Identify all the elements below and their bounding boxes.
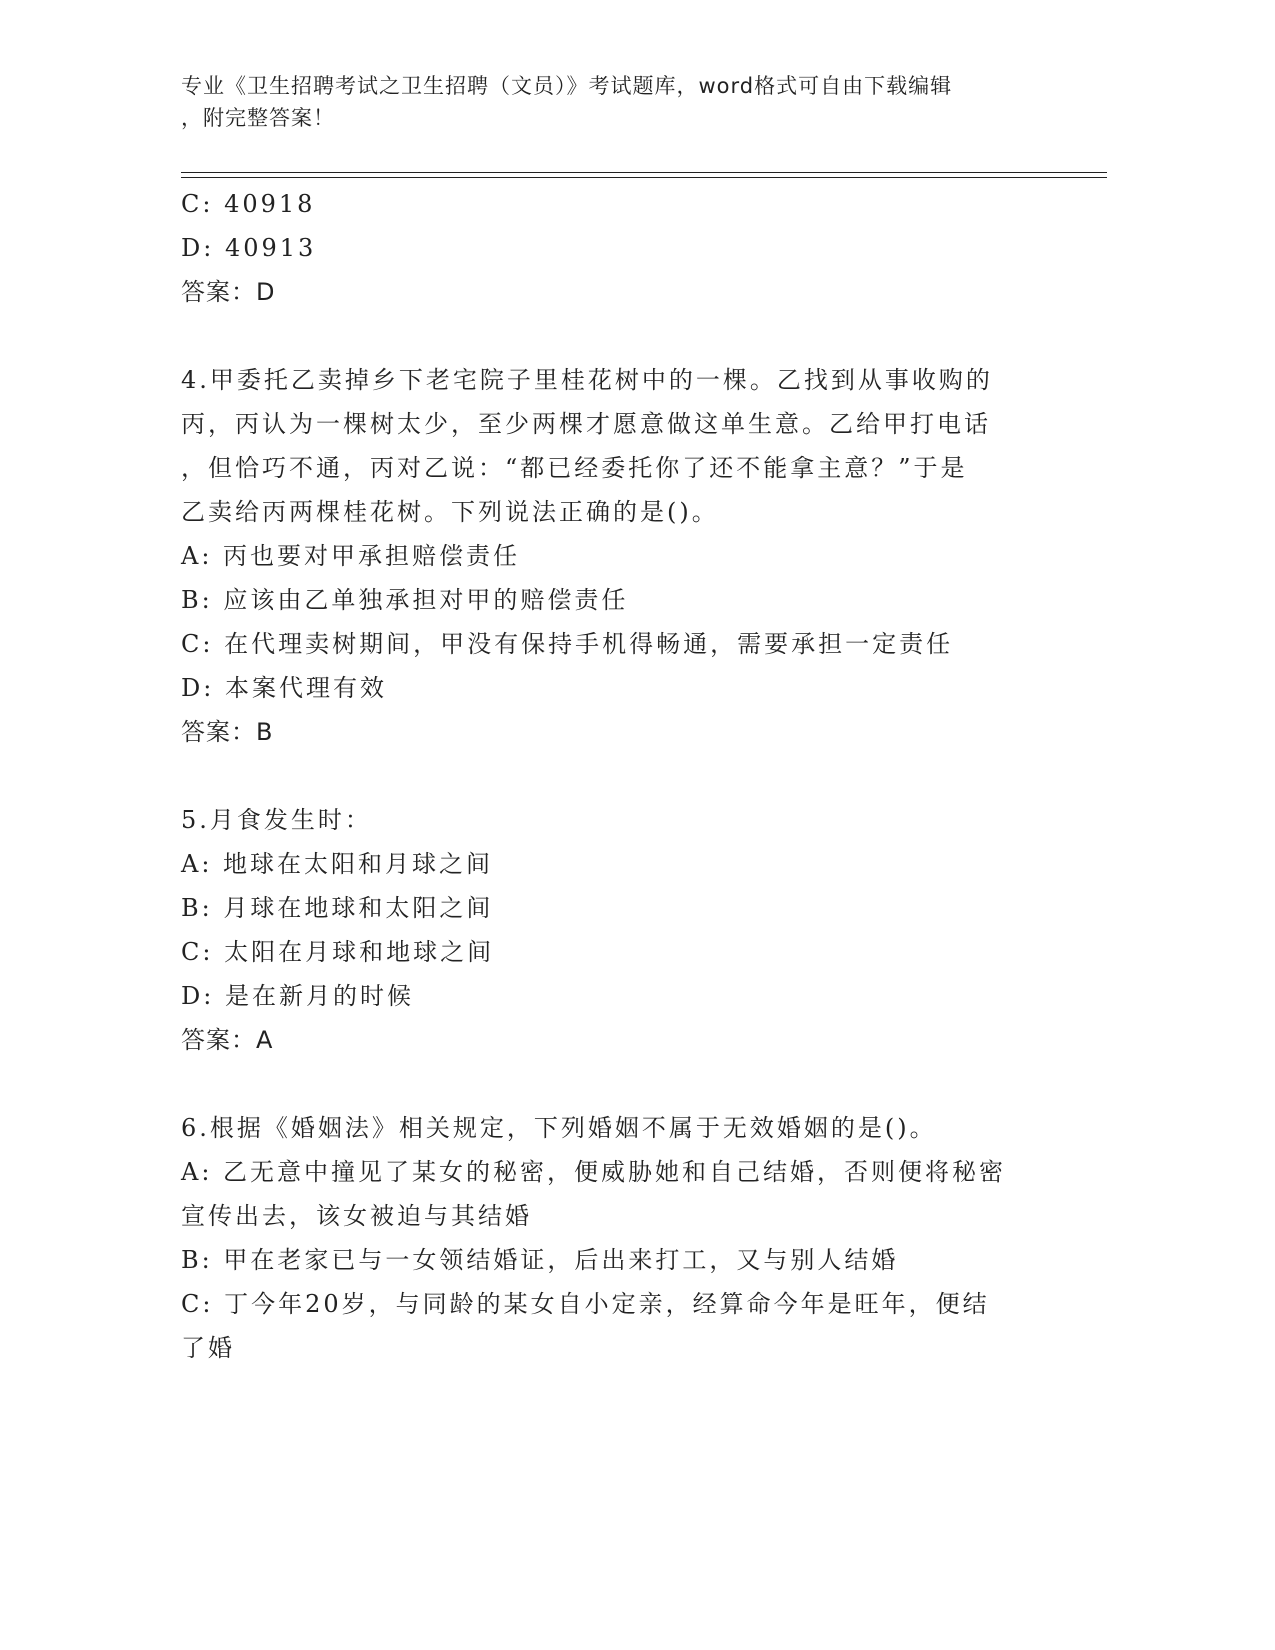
page-header [181, 70, 1041, 134]
q4-option-a: A: 丙也要对甲承担赔偿责任 [181, 542, 521, 570]
q6-option-a-line: 宣传出去，该女被迫与其结婚 [181, 1202, 532, 1230]
q4-option-d: D: 本案代理有效 [181, 674, 387, 702]
spacer [181, 314, 1061, 358]
q6-option-b: B: 甲在老家已与一女领结婚证，后出来打工，又与别人结婚 [181, 1246, 899, 1274]
question-4 [181, 358, 1061, 754]
q5-option-d: D: 是在新月的时候 [181, 982, 414, 1010]
header-divider-top [181, 172, 1107, 173]
q4-stem-line: ，但恰巧不通，丙对乙说：“都已经委托你了还不能拿主意？”于是 [181, 454, 968, 482]
q6-stem: 6.根据《婚姻法》相关规定，下列婚姻不属于无效婚姻的是()。 [181, 1114, 937, 1142]
q4-answer: 答案：B [181, 718, 274, 746]
question-3 [181, 182, 1061, 314]
header-divider-bottom [181, 177, 1107, 178]
question-6 [181, 1106, 1061, 1370]
q6-option-a-line: A: 乙无意中撞见了某女的秘密，便威胁她和自己结婚，否则便将秘密 [181, 1158, 1007, 1186]
q3-option-d: D: 40913 [181, 234, 317, 262]
q4-option-c: C: 在代理卖树期间，甲没有保持手机得畅通，需要承担一定责任 [181, 630, 954, 658]
q3-option-c: C: 40918 [181, 190, 316, 218]
header-line-2: ，附完整答案！ [181, 106, 335, 130]
question-5 [181, 798, 1061, 1062]
q5-option-b: B: 月球在地球和太阳之间 [181, 894, 494, 922]
spacer [181, 754, 1061, 798]
question-list [181, 182, 1061, 1370]
q4-stem-line: 4.甲委托乙卖掉乡下老宅院子里桂花树中的一棵。乙找到从事收购的 [181, 366, 993, 394]
q3-answer: 答案：D [181, 278, 276, 306]
q5-stem: 5.月食发生时： [181, 806, 372, 834]
q5-answer: 答案：A [181, 1026, 274, 1054]
q5-option-c: C: 太阳在月球和地球之间 [181, 938, 495, 966]
header-line-1: 专业《卫生招聘考试之卫生招聘（文员）》考试题库，word格式可自由下载编辑 [181, 74, 953, 98]
q4-option-b: B: 应该由乙单独承担对甲的赔偿责任 [181, 586, 629, 614]
spacer [181, 1062, 1061, 1106]
q4-stem-line: 丙，丙认为一棵树太少，至少两棵才愿意做这单生意。乙给甲打电话 [181, 410, 991, 438]
q4-stem-line: 乙卖给丙两棵桂花树。下列说法正确的是()。 [181, 498, 719, 526]
q6-option-c-line: C: 丁今年20岁，与同龄的某女自小定亲，经算命今年是旺年，便结 [181, 1290, 990, 1318]
q6-option-c-line: 了婚 [181, 1334, 235, 1362]
q5-option-a: A: 地球在太阳和月球之间 [181, 850, 494, 878]
